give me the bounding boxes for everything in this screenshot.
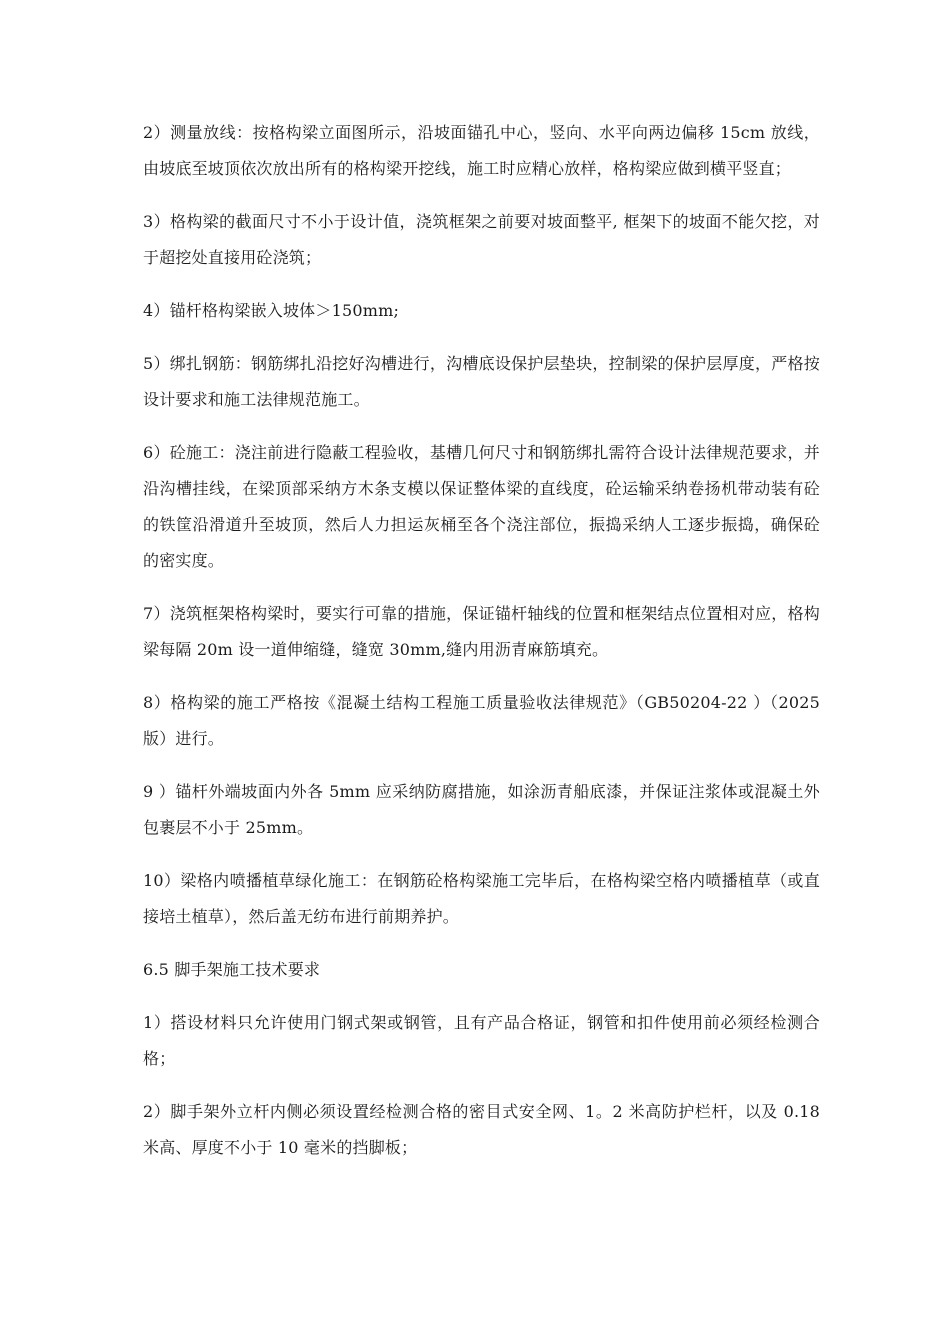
paragraph-scaffold-safety-net: 2）脚手架外立杆内侧必须设置经检测合格的密目式安全网、1。2 米高防护栏杆，以及 0.18 米高、厚度不小于 10 毫米的挡脚板； <box>143 1102 820 1157</box>
paragraph-scaffold-materials: 1）搭设材料只允许使用门钢式架或钢管，且有产品合格证，钢管和扣件使用前必须经检测合格； <box>143 1013 820 1068</box>
paragraph-surveying-layout: 2）测量放线：按格构梁立面图所示，沿坡面锚孔中心，竖向、水平向两边偏移 15cm 放线，由坡底至坡顶依次放出所有的格构梁开挖线，施工时应精心放样，格构梁应做到横平竖直； <box>143 123 820 178</box>
paragraph-greening: 10）梁格内喷播植草绿化施工：在钢筋砼格构梁施工完毕后，在格构梁空格内喷播植草（或直接培土植草），然后盖无纺布进行前期养护。 <box>143 871 820 926</box>
section-heading-scaffold: 6.5 脚手架施工技术要求 <box>143 960 321 979</box>
paragraph-anticorrosion: 9 ）锚杆外端坡面内外各 5mm 应采纳防腐措施，如涂沥青船底漆，并保证注浆体或混凝土外包裹层不小于 25mm。 <box>143 782 820 837</box>
paragraph-concrete-work: 6）砼施工：浇注前进行隐蔽工程验收，基槽几何尺寸和钢筋绑扎需符合设计法律规范要求，并沿沟槽挂线，在梁顶部采纳方木条支模以保证整体梁的直线度，砼运输采纳卷扬机带动装有砼的铁筐沿滑道升至坡顶，然后人力担运灰桶至各个浇注部位，振捣采纳人工逐步振捣，确保砼的密实度。 <box>143 443 820 570</box>
document-body <box>143 115 820 1183</box>
paragraph-beam-section: 3）格构梁的截面尺寸不小于设计值，浇筑框架之前要对坡面整平, 框架下的坡面不能欠挖，对于超挖处直接用砼浇筑； <box>143 212 820 267</box>
paragraph-quality-standard: 8）格构梁的施工严格按《混凝土结构工程施工质量验收法律规范》（GB50204-22 ）（2025 版）进行。 <box>143 693 820 748</box>
paragraph-beam-embed: 4）锚杆格构梁嵌入坡体＞150mm; <box>143 301 400 320</box>
paragraph-rebar-binding: 5）绑扎钢筋：钢筋绑扎沿挖好沟槽进行，沟槽底设保护层垫块，控制梁的保护层厚度，严格按设计要求和施工法律规范施工。 <box>143 354 820 409</box>
paragraph-frame-pouring: 7）浇筑框架格构梁时，要实行可靠的措施，保证锚杆轴线的位置和框架结点位置相对应，格构梁每隔 20m 设一道伸缩缝，缝宽 30mm,缝内用沥青麻筋填充。 <box>143 604 820 659</box>
